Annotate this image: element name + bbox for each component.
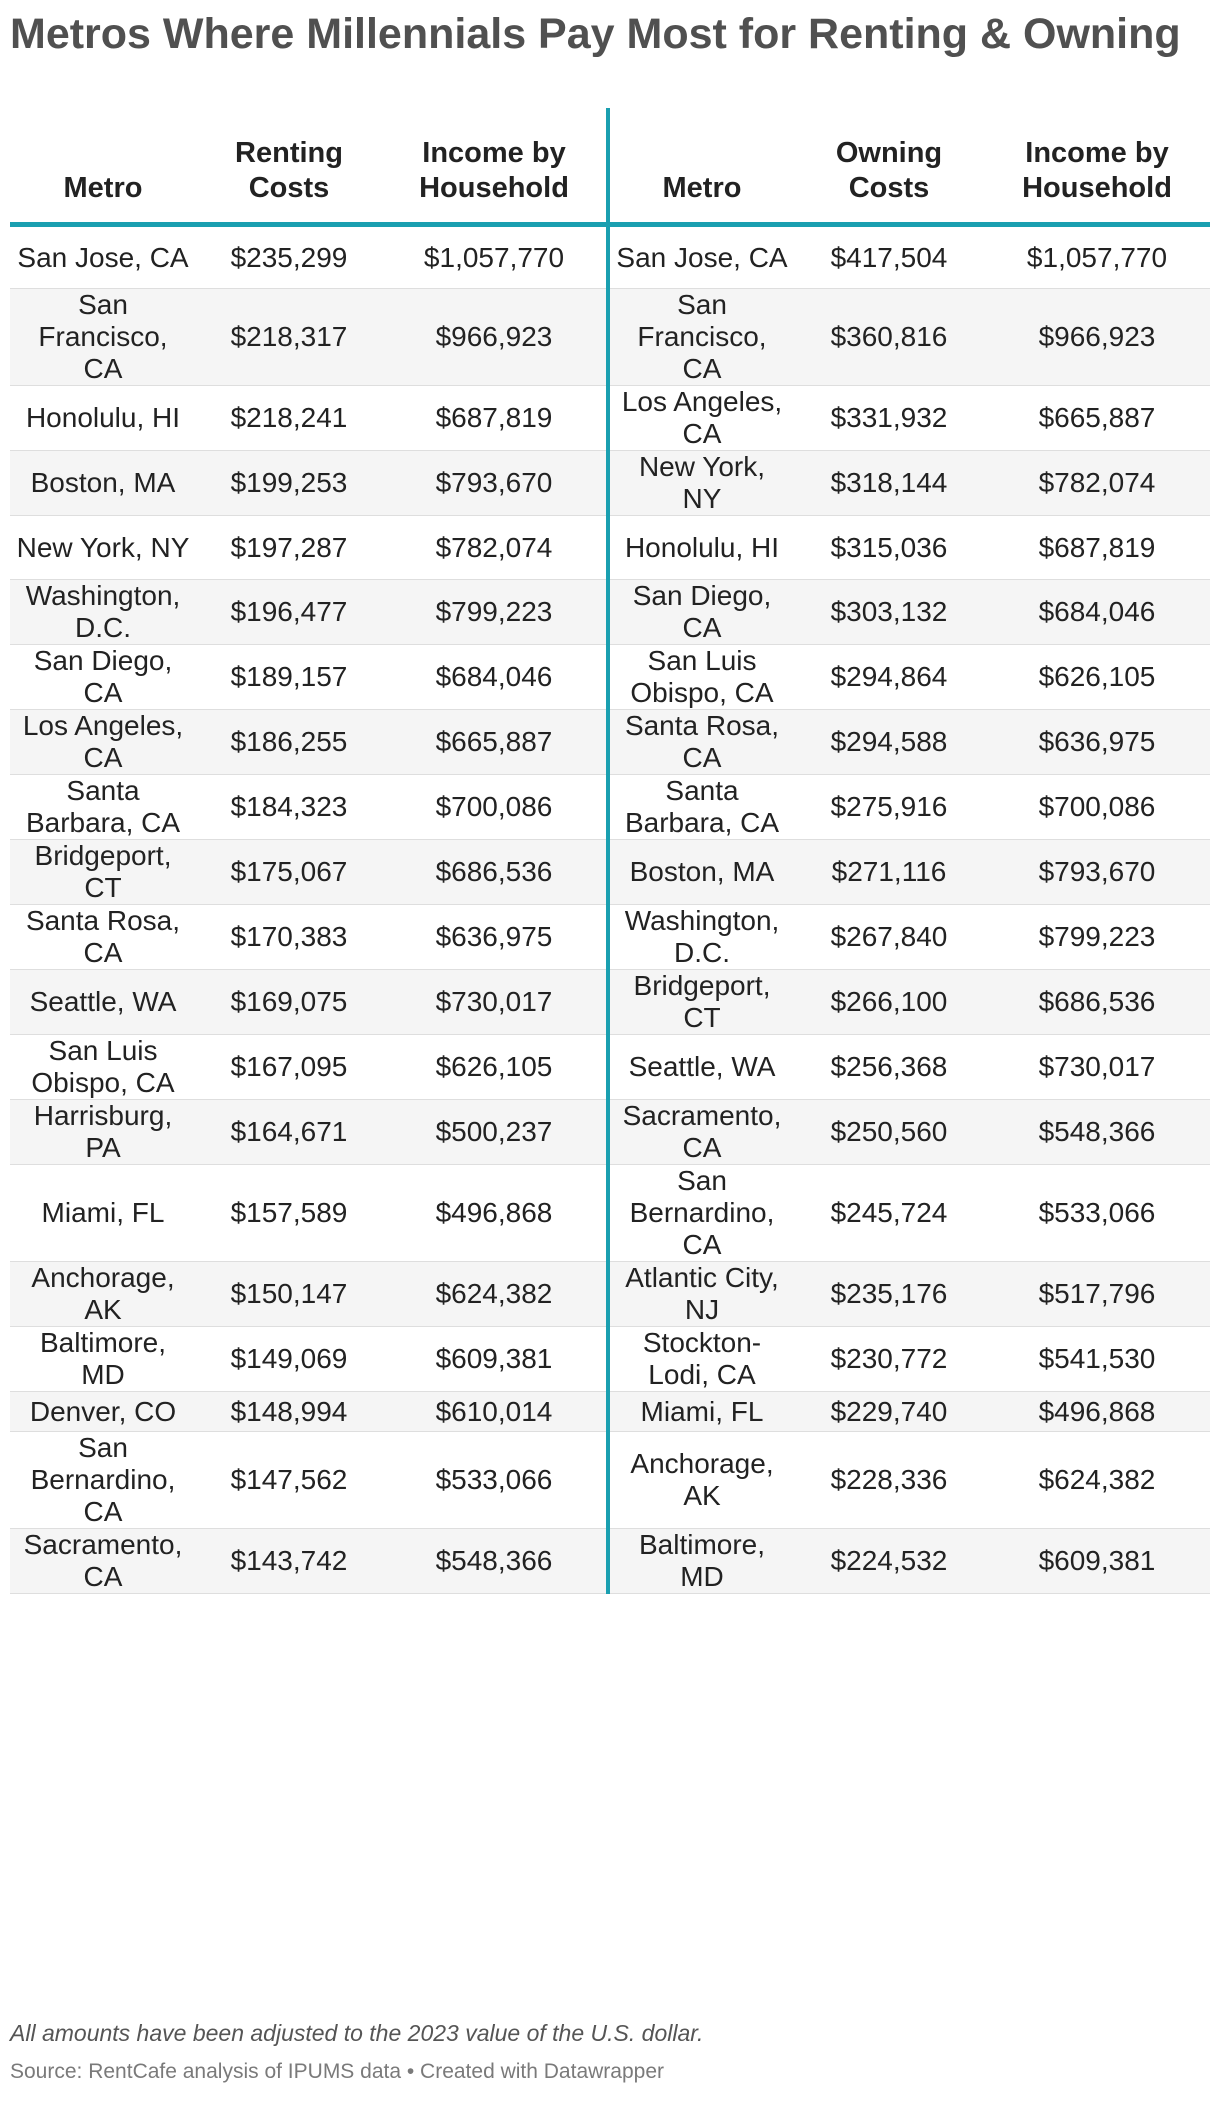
renting-costs-cell: $184,323 — [196, 775, 382, 840]
metro-renting-cell: Los Angeles, CA — [10, 710, 196, 775]
table-row — [10, 1035, 1210, 1100]
col-header-income-renting: Income by Household — [382, 108, 608, 225]
metro-renting-cell: Seattle, WA — [10, 970, 196, 1035]
income-renting-cell: $665,887 — [382, 710, 608, 775]
metro-owning-cell: Miami, FL — [608, 1392, 794, 1432]
metro-owning-cell: New York, NY — [608, 451, 794, 516]
table-row — [10, 1529, 1210, 1594]
metro-owning-cell: San Diego, CA — [608, 580, 794, 645]
renting-costs-cell: $197,287 — [196, 516, 382, 580]
owning-costs-cell: $294,588 — [794, 710, 984, 775]
table-row — [10, 516, 1210, 580]
table-row — [10, 905, 1210, 970]
metro-owning-cell: San Bernardino, CA — [608, 1165, 794, 1262]
metro-renting-cell: Miami, FL — [10, 1165, 196, 1262]
metro-renting-cell: San Bernardino, CA — [10, 1432, 196, 1529]
metro-owning-cell: Los Angeles, CA — [608, 386, 794, 451]
income-renting-cell: $533,066 — [382, 1432, 608, 1529]
income-renting-cell: $496,868 — [382, 1165, 608, 1262]
income-renting-cell: $548,366 — [382, 1529, 608, 1594]
col-header-metro-owning: Metro — [608, 108, 794, 225]
renting-costs-cell: $175,067 — [196, 840, 382, 905]
income-renting-cell: $799,223 — [382, 580, 608, 645]
data-table — [10, 108, 1210, 1594]
owning-costs-cell: $266,100 — [794, 970, 984, 1035]
metro-renting-cell: Baltimore, MD — [10, 1327, 196, 1392]
metro-renting-cell: Santa Barbara, CA — [10, 775, 196, 840]
renting-costs-cell: $218,241 — [196, 386, 382, 451]
income-renting-cell: $730,017 — [382, 970, 608, 1035]
metro-renting-cell: New York, NY — [10, 516, 196, 580]
owning-costs-cell: $229,740 — [794, 1392, 984, 1432]
income-owning-cell: $966,923 — [984, 289, 1210, 386]
renting-costs-cell: $149,069 — [196, 1327, 382, 1392]
owning-costs-cell: $275,916 — [794, 775, 984, 840]
metro-owning-cell: San Luis Obispo, CA — [608, 645, 794, 710]
renting-costs-cell: $148,994 — [196, 1392, 382, 1432]
income-owning-cell: $730,017 — [984, 1035, 1210, 1100]
table-body — [10, 225, 1210, 1594]
renting-costs-cell: $164,671 — [196, 1100, 382, 1165]
owning-costs-cell: $294,864 — [794, 645, 984, 710]
renting-costs-cell: $143,742 — [196, 1529, 382, 1594]
income-renting-cell: $626,105 — [382, 1035, 608, 1100]
renting-costs-cell: $218,317 — [196, 289, 382, 386]
owning-costs-cell: $315,036 — [794, 516, 984, 580]
renting-costs-cell: $199,253 — [196, 451, 382, 516]
metro-owning-cell: Anchorage, AK — [608, 1432, 794, 1529]
metro-owning-cell: Washington, D.C. — [608, 905, 794, 970]
renting-costs-cell: $170,383 — [196, 905, 382, 970]
income-renting-cell: $1,057,770 — [382, 225, 608, 289]
owning-costs-cell: $318,144 — [794, 451, 984, 516]
income-renting-cell: $609,381 — [382, 1327, 608, 1392]
owning-costs-cell: $267,840 — [794, 905, 984, 970]
income-owning-cell: $541,530 — [984, 1327, 1210, 1392]
metro-owning-cell: Santa Barbara, CA — [608, 775, 794, 840]
owning-costs-cell: $360,816 — [794, 289, 984, 386]
income-owning-cell: $624,382 — [984, 1432, 1210, 1529]
metro-owning-cell: Stockton-Lodi, CA — [608, 1327, 794, 1392]
income-owning-cell: $799,223 — [984, 905, 1210, 970]
income-renting-cell: $636,975 — [382, 905, 608, 970]
income-renting-cell: $610,014 — [382, 1392, 608, 1432]
income-owning-cell: $793,670 — [984, 840, 1210, 905]
table-row — [10, 645, 1210, 710]
income-owning-cell: $700,086 — [984, 775, 1210, 840]
income-owning-cell: $533,066 — [984, 1165, 1210, 1262]
owning-costs-cell: $303,132 — [794, 580, 984, 645]
metro-renting-cell: Sacramento, CA — [10, 1529, 196, 1594]
owning-costs-cell: $250,560 — [794, 1100, 984, 1165]
income-renting-cell: $782,074 — [382, 516, 608, 580]
renting-costs-cell: $169,075 — [196, 970, 382, 1035]
metro-owning-cell: Honolulu, HI — [608, 516, 794, 580]
income-owning-cell: $548,366 — [984, 1100, 1210, 1165]
owning-costs-cell: $230,772 — [794, 1327, 984, 1392]
income-owning-cell: $782,074 — [984, 451, 1210, 516]
metro-renting-cell: Washington, D.C. — [10, 580, 196, 645]
table-row — [10, 225, 1210, 289]
renting-costs-cell: $150,147 — [196, 1262, 382, 1327]
income-renting-cell: $624,382 — [382, 1262, 608, 1327]
income-owning-cell: $686,536 — [984, 970, 1210, 1035]
income-owning-cell: $609,381 — [984, 1529, 1210, 1594]
metro-renting-cell: Denver, CO — [10, 1392, 196, 1432]
renting-costs-cell: $186,255 — [196, 710, 382, 775]
metro-renting-cell: Santa Rosa, CA — [10, 905, 196, 970]
income-owning-cell: $687,819 — [984, 516, 1210, 580]
owning-costs-cell: $271,116 — [794, 840, 984, 905]
metro-owning-cell: Boston, MA — [608, 840, 794, 905]
table-row — [10, 1432, 1210, 1529]
metro-owning-cell: Baltimore, MD — [608, 1529, 794, 1594]
col-header-metro-renting: Metro — [10, 108, 196, 225]
table-row — [10, 710, 1210, 775]
col-header-renting-costs: Renting Costs — [196, 108, 382, 225]
income-owning-cell: $1,057,770 — [984, 225, 1210, 289]
table-row — [10, 386, 1210, 451]
col-header-owning-costs: Owning Costs — [794, 108, 984, 225]
metro-owning-cell: Sacramento, CA — [608, 1100, 794, 1165]
renting-costs-cell: $147,562 — [196, 1432, 382, 1529]
metro-renting-cell: Anchorage, AK — [10, 1262, 196, 1327]
income-renting-cell: $793,670 — [382, 451, 608, 516]
owning-costs-cell: $224,532 — [794, 1529, 984, 1594]
metro-renting-cell: Bridgeport, CT — [10, 840, 196, 905]
renting-costs-cell: $157,589 — [196, 1165, 382, 1262]
table-row — [10, 1392, 1210, 1432]
table-row — [10, 289, 1210, 386]
table-row — [10, 1262, 1210, 1327]
table-row — [10, 451, 1210, 516]
metro-owning-cell: Bridgeport, CT — [608, 970, 794, 1035]
owning-costs-cell: $228,336 — [794, 1432, 984, 1529]
owning-costs-cell: $256,368 — [794, 1035, 984, 1100]
owning-costs-cell: $235,176 — [794, 1262, 984, 1327]
table-header-row — [10, 108, 1210, 225]
footnote: All amounts have been adjusted to the 2023 value of the U.S. dollar. — [10, 2020, 704, 2046]
renting-costs-cell: $196,477 — [196, 580, 382, 645]
source-credit: Source: RentCafe analysis of IPUMS data • Created with Datawrapper — [10, 2060, 664, 2083]
metro-renting-cell: San Jose, CA — [10, 225, 196, 289]
metro-renting-cell: Honolulu, HI — [10, 386, 196, 451]
income-renting-cell: $687,819 — [382, 386, 608, 451]
table-row — [10, 1327, 1210, 1392]
chart-title: Metros Where Millennials Pay Most for Renting & Owning — [10, 10, 1181, 58]
metro-renting-cell: Harrisburg, PA — [10, 1100, 196, 1165]
renting-costs-cell: $167,095 — [196, 1035, 382, 1100]
table-row — [10, 970, 1210, 1035]
metro-renting-cell: San Luis Obispo, CA — [10, 1035, 196, 1100]
metro-renting-cell: Boston, MA — [10, 451, 196, 516]
owning-costs-cell: $245,724 — [794, 1165, 984, 1262]
income-renting-cell: $684,046 — [382, 645, 608, 710]
table-row — [10, 1165, 1210, 1262]
metro-owning-cell: Santa Rosa, CA — [608, 710, 794, 775]
income-owning-cell: $665,887 — [984, 386, 1210, 451]
table-row — [10, 1100, 1210, 1165]
income-owning-cell: $626,105 — [984, 645, 1210, 710]
metro-renting-cell: San Diego, CA — [10, 645, 196, 710]
metro-owning-cell: San Francisco, CA — [608, 289, 794, 386]
owning-costs-cell: $417,504 — [794, 225, 984, 289]
metro-owning-cell: San Jose, CA — [608, 225, 794, 289]
income-renting-cell: $500,237 — [382, 1100, 608, 1165]
income-renting-cell: $700,086 — [382, 775, 608, 840]
income-renting-cell: $966,923 — [382, 289, 608, 386]
owning-costs-cell: $331,932 — [794, 386, 984, 451]
metro-owning-cell: Atlantic City, NJ — [608, 1262, 794, 1327]
income-owning-cell: $636,975 — [984, 710, 1210, 775]
data-table-container — [10, 108, 1210, 1594]
renting-costs-cell: $235,299 — [196, 225, 382, 289]
table-row — [10, 580, 1210, 645]
metro-owning-cell: Seattle, WA — [608, 1035, 794, 1100]
table-row — [10, 775, 1210, 840]
metro-renting-cell: San Francisco, CA — [10, 289, 196, 386]
renting-costs-cell: $189,157 — [196, 645, 382, 710]
table-row — [10, 840, 1210, 905]
income-owning-cell: $517,796 — [984, 1262, 1210, 1327]
income-renting-cell: $686,536 — [382, 840, 608, 905]
income-owning-cell: $684,046 — [984, 580, 1210, 645]
income-owning-cell: $496,868 — [984, 1392, 1210, 1432]
col-header-income-owning: Income by Household — [984, 108, 1210, 225]
